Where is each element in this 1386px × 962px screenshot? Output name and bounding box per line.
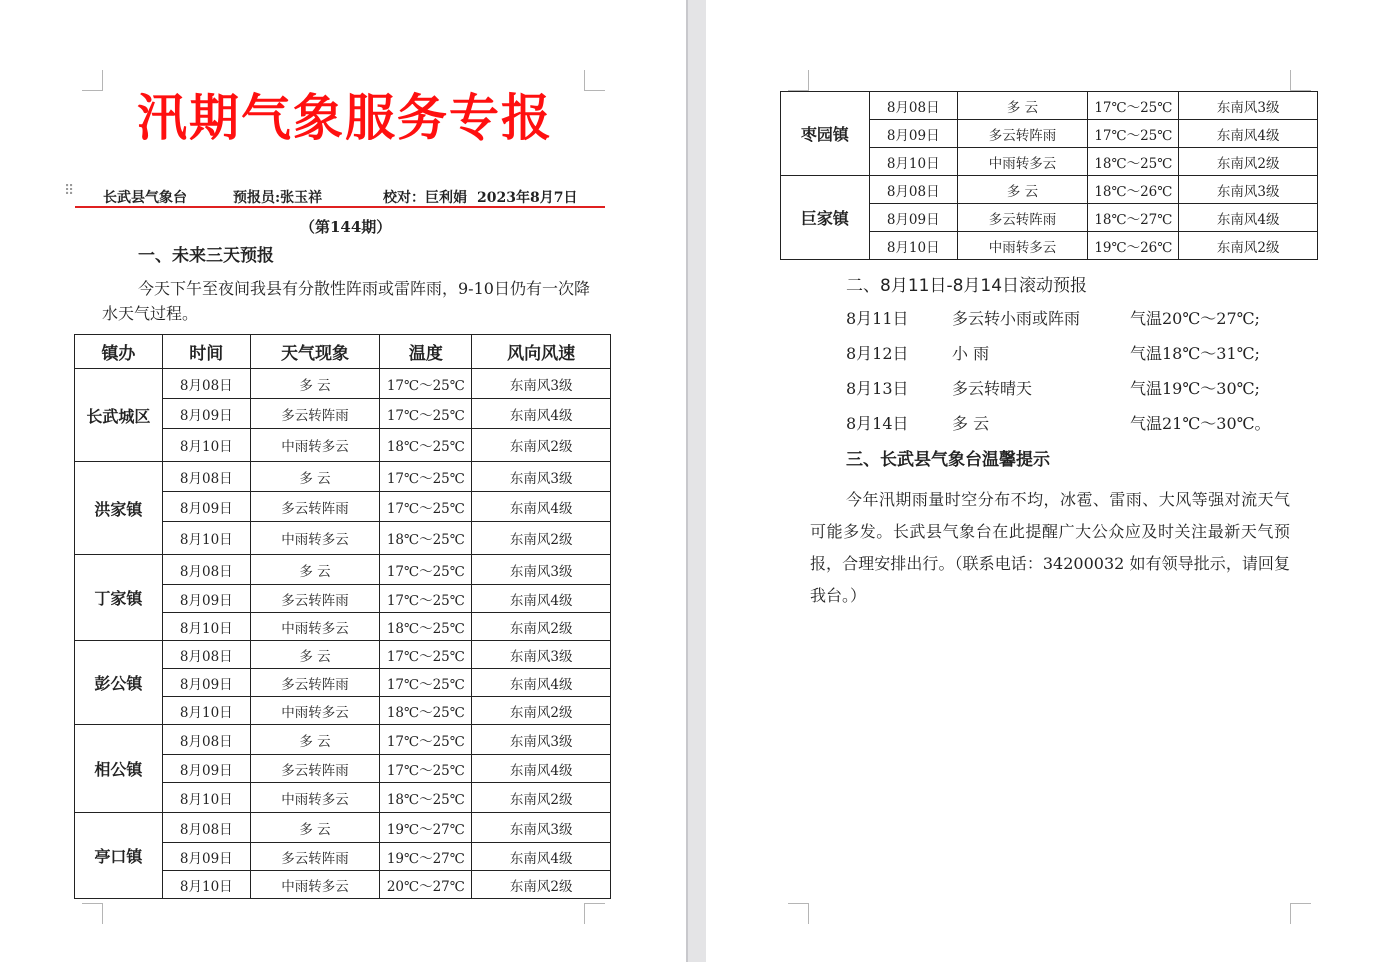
date-cell: 8月08日 [162,555,250,585]
issue-number: （第144期） [300,218,392,236]
temp-cell: 18℃～25℃ [380,783,472,813]
wind-cell: 东南风3级 [472,641,611,669]
temp-cell: 18℃～25℃ [1088,148,1179,176]
weather-cell: 多 云 [250,462,380,492]
date-cell: 8月10日 [162,522,250,555]
weather-cell: 中雨转多云 [957,148,1088,176]
byline-forecaster: 预报员:张玉祥 [233,190,323,206]
temp-cell: 19℃～27℃ [380,843,472,871]
temp-cell: 18℃～25℃ [380,613,472,641]
page-corner-mark [788,903,809,924]
date-cell: 8月08日 [869,92,957,120]
weather-cell: 多云转阵雨 [250,492,380,522]
byline-checker: 校对：巨利娟 [383,190,467,206]
town-name-cell: 巨家镇 [781,176,870,260]
col-header-town: 镇办 [75,335,163,369]
temp-cell: 17℃～25℃ [1088,92,1179,120]
wind-cell: 东南风2级 [472,871,611,899]
wind-cell: 东南风4级 [472,755,611,783]
rolling-date: 8月14日 [846,414,909,433]
table-row [75,462,611,492]
weather-cell: 多云转阵雨 [250,399,380,429]
temp-cell: 18℃～27℃ [1088,204,1179,232]
page-corner-mark [1290,903,1311,924]
weather-cell: 多 云 [250,813,380,843]
weather-cell: 多云转阵雨 [250,585,380,613]
table-row [75,369,611,399]
date-cell: 8月08日 [162,813,250,843]
page-corner-mark [82,903,103,924]
date-cell: 8月09日 [162,399,250,429]
town-name-cell: 彭公镇 [75,641,163,725]
weather-cell: 多 云 [957,176,1088,204]
page-corner-mark [788,70,809,91]
weather-cell: 多云转阵雨 [250,843,380,871]
table-row [75,555,611,585]
wind-cell: 东南风4级 [472,492,611,522]
wind-cell: 东南风2级 [472,697,611,725]
byline [75,184,605,208]
wind-cell: 东南风3级 [1179,92,1318,120]
rolling-weather: 多云转晴天 [952,379,1033,398]
date-cell: 8月10日 [162,697,250,725]
date-cell: 8月09日 [162,843,250,871]
temp-cell: 17℃～25℃ [380,555,472,585]
town-name-cell: 枣园镇 [781,92,870,176]
table-move-handle-icon[interactable]: ⠿ [64,183,75,199]
wind-cell: 东南风3级 [472,813,611,843]
date-cell: 8月08日 [162,725,250,755]
town-name-cell: 洪家镇 [75,462,163,555]
rolling-forecast-row [846,411,1296,435]
temp-cell: 17℃～25℃ [380,492,472,522]
weather-cell: 中雨转多云 [250,871,380,899]
temp-cell: 17℃～25℃ [380,725,472,755]
page-corner-mark [584,903,605,924]
section-heading-forecast: 一、未来三天预报 [138,246,274,266]
rolling-temp: 气温19℃～30℃; [1130,379,1260,398]
temp-cell: 19℃～27℃ [380,813,472,843]
table-row [75,813,611,843]
weather-cell: 多 云 [250,369,380,399]
table-header-row [75,335,611,369]
date-cell: 8月08日 [869,176,957,204]
rolling-forecast-row [846,306,1296,330]
forecast-table-continued [780,91,1318,260]
weather-cell: 中雨转多云 [250,429,380,462]
temp-cell: 18℃～25℃ [380,697,472,725]
date-cell: 8月08日 [162,462,250,492]
col-header-date: 时间 [162,335,250,369]
temp-cell: 17℃～25℃ [380,585,472,613]
rolling-forecast-row [846,376,1296,400]
page-corner-mark [1290,70,1311,91]
date-cell: 8月09日 [162,755,250,783]
rolling-temp: 气温18℃～31℃; [1130,344,1260,363]
wind-cell: 东南风2级 [1179,148,1318,176]
date-cell: 8月10日 [162,613,250,641]
wind-cell: 东南风4级 [1179,120,1318,148]
weather-cell: 中雨转多云 [250,522,380,555]
rolling-forecast-row [846,341,1296,365]
temp-cell: 17℃～25℃ [380,755,472,783]
wind-cell: 东南风2级 [472,522,611,555]
wind-cell: 东南风3级 [472,555,611,585]
page-gutter [686,0,706,962]
col-header-weather: 天气现象 [250,335,380,369]
table-row [75,641,611,669]
date-cell: 8月10日 [162,871,250,899]
date-cell: 8月10日 [162,783,250,813]
temp-cell: 17℃～25℃ [380,669,472,697]
rolling-temp: 气温21℃～30℃。 [1130,414,1271,433]
forecast-intro: 今天下午至夜间我县有分散性阵雨或雷阵雨，9-10日仍有一次降水天气过程。 [102,279,590,323]
date-cell: 8月09日 [869,120,957,148]
forecast-table [74,334,611,899]
byline-station: 长武县气象台 [103,190,187,206]
temp-cell: 18℃～25℃ [380,522,472,555]
wind-cell: 东南风4级 [472,399,611,429]
temp-cell: 17℃～25℃ [380,369,472,399]
table-row [781,92,1318,120]
tips-paragraph: 今年汛期雨量时空分布不均，冰雹、雷雨、大风等强对流天气可能多发。长武县气象台在此提醒广大公众应及时关注最新天气预报，合理安排出行。（联系电话：34200032 如有领导批示，请回复我台。） [810,490,1290,605]
rolling-weather: 小 雨 [952,344,990,363]
temp-cell: 19℃～26℃ [1088,232,1179,260]
weather-cell: 多云转阵雨 [957,204,1088,232]
rolling-temp: 气温20℃～27℃; [1130,309,1260,328]
town-name-cell: 丁家镇 [75,555,163,641]
wind-cell: 东南风3级 [472,369,611,399]
wind-cell: 东南风3级 [1179,176,1318,204]
byline-date: 2023年8月7日 [477,190,578,206]
weather-cell: 多 云 [250,641,380,669]
col-header-temp: 温度 [380,335,472,369]
date-cell: 8月08日 [162,369,250,399]
section-heading-rolling: 二、8月11日-8月14日滚动预报 [846,276,1088,296]
weather-cell: 多 云 [957,92,1088,120]
rolling-weather: 多 云 [952,414,990,433]
date-cell: 8月10日 [869,148,957,176]
rolling-date: 8月12日 [846,344,909,363]
wind-cell: 东南风2级 [1179,232,1318,260]
date-cell: 8月09日 [162,492,250,522]
wind-cell: 东南风3级 [472,462,611,492]
weather-cell: 中雨转多云 [250,783,380,813]
date-cell: 8月09日 [869,204,957,232]
date-cell: 8月09日 [162,669,250,697]
temp-cell: 17℃～25℃ [380,641,472,669]
town-name-cell: 相公镇 [75,725,163,813]
weather-cell: 多云转阵雨 [250,755,380,783]
temp-cell: 17℃～25℃ [1088,120,1179,148]
weather-cell: 多云转阵雨 [957,120,1088,148]
rolling-date: 8月11日 [846,309,909,328]
table-row [781,176,1318,204]
wind-cell: 东南风2级 [472,429,611,462]
weather-cell: 多 云 [250,725,380,755]
temp-cell: 17℃～25℃ [380,399,472,429]
wind-cell: 东南风4级 [472,843,611,871]
wind-cell: 东南风3级 [472,725,611,755]
report-title: 汛期气象服务专报 [137,88,553,147]
weather-cell: 中雨转多云 [957,232,1088,260]
section-heading-tips: 三、长武县气象台温馨提示 [846,450,1050,470]
date-cell: 8月10日 [162,429,250,462]
date-cell: 8月09日 [162,585,250,613]
date-cell: 8月10日 [869,232,957,260]
temp-cell: 18℃～25℃ [380,429,472,462]
town-name-cell: 长武城区 [75,369,163,462]
wind-cell: 东南风4级 [472,669,611,697]
rolling-date: 8月13日 [846,379,909,398]
wind-cell: 东南风4级 [1179,204,1318,232]
wind-cell: 东南风4级 [472,585,611,613]
date-cell: 8月08日 [162,641,250,669]
temp-cell: 20℃～27℃ [380,871,472,899]
weather-cell: 多 云 [250,555,380,585]
weather-cell: 多云转阵雨 [250,669,380,697]
temp-cell: 17℃～25℃ [380,462,472,492]
table-row [75,725,611,755]
rolling-weather: 多云转小雨或阵雨 [952,309,1081,328]
weather-cell: 中雨转多云 [250,613,380,641]
temp-cell: 18℃～26℃ [1088,176,1179,204]
weather-cell: 中雨转多云 [250,697,380,725]
wind-cell: 东南风2级 [472,783,611,813]
wind-cell: 东南风2级 [472,613,611,641]
town-name-cell: 亭口镇 [75,813,163,899]
col-header-wind: 风向风速 [472,335,611,369]
